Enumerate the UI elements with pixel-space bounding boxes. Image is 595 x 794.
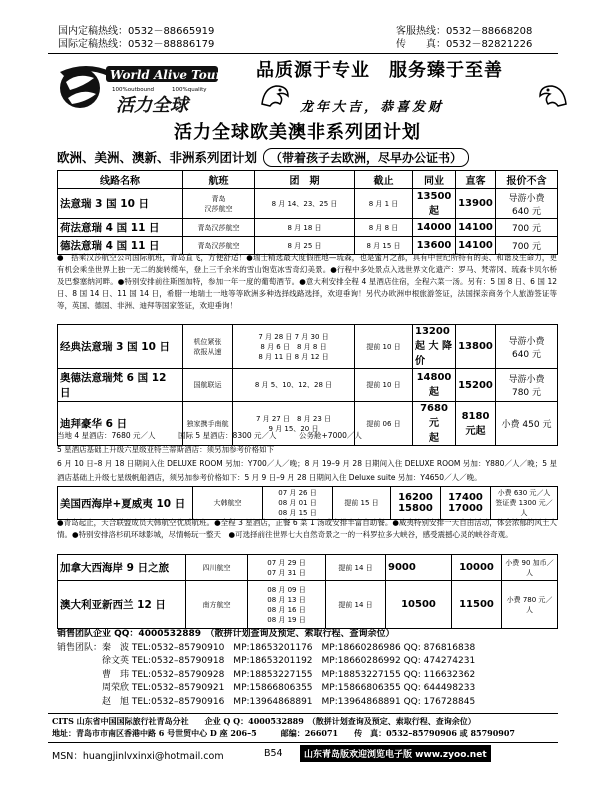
table-row (58, 189, 558, 219)
deadline: 提前 15 日 (333, 487, 391, 520)
tour-table-canada-australia (57, 554, 558, 629)
flight: 南方航空 (186, 581, 248, 629)
deadline: 提前 06 日 (355, 402, 413, 446)
msn-contact: MSN：huangjinlvxinxi@hotmail.com (52, 751, 224, 762)
dates: 8 月 25 日 (255, 237, 355, 255)
edition-banner: 山东青岛版欢迎浏览电子版 www.zyoo.net (300, 745, 491, 762)
sales-member: 销售团队：秦 波 TEL:0532–85790910 MP:18653201176 MP:18660286986 QQ: 876816838 (57, 642, 476, 653)
peer-price: 7680 元 起 (413, 402, 456, 446)
deadline: 提前 14 日 (326, 555, 386, 581)
route-name: 加拿大西海岸 9 日之旅 (58, 555, 186, 581)
company-address: 地址：青岛市市南区香港中路 6 号世贸中心 D 座 206–5 邮编：266071 传 真：0532–85790906 或 85790907 (52, 728, 515, 738)
peer-price: 13200 起 大 降 价 (413, 325, 456, 369)
dubai-upgrade-note: 5 星酒店基础上升级六星级亚特兰蒂斯酒店：须另加参考价格如下 (57, 445, 275, 454)
col-route: 线路名称 (58, 171, 183, 189)
sales-member: 曹 玮 TEL:0532–85790928 MP:18853227155 MP:18853227155 QQ: 116632362 (57, 669, 476, 680)
peer-price: 10500 (386, 581, 452, 629)
dragon-icon (536, 80, 570, 110)
peer-price: 9000 (386, 555, 452, 581)
table-row (58, 219, 558, 237)
dates: 07 月 29 日 07 月 31 日 (248, 555, 326, 581)
slogan: 品质源于专业 服务臻于至善 (256, 60, 503, 81)
svg-text:100%outbound: 100%outbound (112, 87, 155, 93)
direct-price: 17400 17000 (441, 487, 491, 520)
page-title: 活力全球欧美澳非系列团计划 (174, 122, 421, 143)
peer-price: 13500 起 (413, 189, 456, 219)
excluded-cost: 小费 780 元／ 人 (502, 581, 558, 629)
fax-number: 传 真：0532－82821226 (396, 39, 533, 50)
deadline: 提前 10 日 (355, 325, 413, 369)
svg-text:100%quality: 100%quality (172, 87, 207, 93)
europe-tour-notes: ● 搭乘汉莎航空公司国际航班，青岛直飞，方便舒适！●瑞士精选最大度假胜地—琉森，也是蜜月之都，具有中世纪所特有的美、和谐及生命力，更有机会乘坐世界上独一无二的旋转缆车，登上三千余米的雪山饱览冰雪奇幻美景。●行程中多处景点入选世界文化遗产：罗马、梵蒂冈、琉森卡贝尔桥及巴黎塞纳河畔。●特别安排前往斯图加特，参加一年一度的葡萄酒节。●意大利安排全程 4 星酒店住宿，全程六菜一汤。另有：5 国 8 日、6 国 12 日、8 国 14 日、11 国 14 日，希腊一地瑞士一地等等欧洲多种选择线路选择，欢迎垂询！另代办欧洲申根旅游签证，法国探亲商务个人旅游签证等等，英国、德国、非洲、迪拜等国家签证，欢迎垂询！ (57, 253, 557, 310)
flight: 独家携手南航 (183, 402, 233, 446)
dates: 7 月 28 日 7 月 30 日 8 月 6 日 8 月 8 日 8 月 11 日 8 月 12 日 (233, 325, 355, 369)
page-number: B54 (264, 748, 283, 759)
col-direct-price: 直客 (456, 171, 496, 189)
dates: 08 月 09 日 08 月 13 日 08 月 16 日 08 月 19 日 (248, 581, 326, 629)
route-name: 经典法意瑞 3 国 10 日 (58, 325, 183, 369)
excluded-cost: 小费 450 元 (496, 402, 558, 446)
direct-price: 11500 (452, 581, 502, 629)
globe-logo-icon (56, 58, 224, 114)
svg-text:活力全球: 活力全球 (116, 95, 188, 114)
domestic-hotline: 国内定稿热线：0532－88665919 (58, 26, 215, 37)
route-name: 迪拜豪华 6 日 (58, 402, 183, 446)
deadline: 提前 10 日 (355, 369, 413, 402)
dates: 8 月 18 日 (255, 219, 355, 237)
direct-price: 8180 元起 (456, 402, 496, 446)
table-row (58, 487, 558, 520)
dubai-hotel-prices: 当地 4 星酒店：7680 元／人 国际 5 星酒店：8300 元／人 公务舱+7000／人 (57, 431, 362, 440)
sales-member: 周荣欣 TEL:0532–85790921 MP:15866806355 MP:15866806355 QQ: 644498233 (57, 683, 476, 693)
table-row (58, 325, 558, 369)
route-name: 美国西海岸+夏威夷 10 日 (58, 487, 193, 520)
table-row (58, 581, 558, 629)
col-dates: 团 期 (255, 171, 355, 189)
sales-qq-header: 销售团队企业 QQ：4000532889 （散拼计划查询及预定、索取行程、查询余位） (57, 629, 395, 639)
flight: 机位紧张 欲报从速 (183, 325, 233, 369)
excluded-cost: 小费 630 元／人 签证费 1300 元／人 (491, 487, 558, 520)
sales-member: 赵 旭 TEL:0532–85790916 MP:13964868891 MP:13964868891 QQ: 176728845 (57, 696, 476, 707)
route-name: 德法意瑞 4 国 11 日 (58, 237, 183, 255)
route-name: 澳大利亚新西兰 12 日 (58, 581, 186, 629)
excluded-cost: 700 元 (496, 219, 558, 237)
excluded-cost: 小费 90 加币／ 人 (502, 555, 558, 581)
peer-price: 13600 (413, 237, 456, 255)
flight: 青岛 汉莎航空 (183, 189, 255, 219)
excluded-cost: 导游小费 640 元 (496, 189, 558, 219)
route-name: 奥德法意瑞梵 6 国 12 日 (58, 369, 183, 402)
col-excluded: 报价不含 (496, 171, 558, 189)
tour-table-classic (57, 324, 558, 446)
dates: 8 月 5、10、12、28 日 (233, 369, 355, 402)
series-highlight: （带着孩子去欧洲，尽早办公证书） (263, 148, 469, 167)
svg-text:World Alive Tour: World Alive Tour (110, 68, 222, 82)
company-info: CITS 山东省中国国际旅行社青岛分社 企业 Q Q：4000532889 （散拼计划查询及预定、索取行程、查询余位） (52, 716, 476, 726)
col-flight: 航班 (183, 171, 255, 189)
excluded-cost: 导游小费 640 元 (496, 325, 558, 369)
table-header-row (58, 171, 558, 189)
dragon-icon (258, 80, 292, 110)
direct-price: 14100 (456, 219, 496, 237)
dates: 07 月 26 日 08 月 01 日 08 月 15 日 (263, 487, 333, 520)
dates: 7 月 27 日 8 月 23 日 9 月 15、20 日 (233, 402, 355, 446)
flight: 四川航空 (186, 555, 248, 581)
peer-price: 16200 15800 (391, 487, 441, 520)
direct-price: 13800 (456, 325, 496, 369)
route-name: 法意瑞 3 国 10 日 (58, 189, 183, 219)
dates: 8 月 14、23、25 日 (255, 189, 355, 219)
tour-table-europe (57, 170, 558, 255)
peer-price: 14800 起 (413, 369, 456, 402)
flight: 大韩航空 (193, 487, 263, 520)
table-row (58, 555, 558, 581)
dubai-notes (57, 429, 557, 485)
direct-price: 10000 (452, 555, 502, 581)
flight: 青岛汉莎航空 (183, 219, 255, 237)
footer-divider (48, 713, 558, 714)
deadline: 提前 14 日 (326, 581, 386, 629)
tour-table-usa (57, 486, 558, 520)
world-alive-tour-logo (56, 58, 224, 114)
deadline: 8 月 1 日 (355, 189, 413, 219)
route-name: 荷法意瑞 4 国 11 日 (58, 219, 183, 237)
sales-member: 徐文英 TEL:0532–85790918 MP:18653201192 MP:18660286992 QQ: 474274231 (57, 656, 476, 666)
direct-price: 14100 (456, 237, 496, 255)
deadline: 8 月 8 日 (355, 219, 413, 237)
col-peer-price: 同业 (413, 171, 456, 189)
usa-tour-notes: ●青岛起止，天合联盟成员大韩航空优质航班。●全程 3 星酒店，正餐 6 菜 1 汤或安排丰富自助餐。●威夷特别安排一天自由活动，体会浓郁的风土人情。●特别安排洛杉矶环球影城，尽情畅玩一整天 ●可选择前往世界七大自然奇景之一的一科罗拉多大峡谷，感受震撼心灵的峡谷奇观。 (57, 518, 557, 539)
flight: 国航联运 (183, 369, 233, 402)
col-deadline: 截止 (355, 171, 413, 189)
table-row (58, 369, 558, 402)
international-hotline: 国际定稿热线：0532－88886179 (58, 39, 215, 50)
header-divider (48, 53, 558, 54)
sales-contacts (57, 628, 475, 709)
excluded-cost: 700 元 (496, 237, 558, 255)
new-year-greeting: 龙年大吉，恭喜发财 (300, 100, 445, 115)
excluded-cost: 导游小费 780 元 (496, 369, 558, 402)
series-text: 欧洲、美洲、澳新、非洲系列团计划 (57, 150, 258, 165)
service-hotline: 客服热线：0532－88668208 (396, 26, 533, 37)
peer-price: 14000 (413, 219, 456, 237)
direct-price: 15200 (456, 369, 496, 402)
direct-price: 13900 (456, 189, 496, 219)
series-heading (57, 148, 557, 168)
flight: 青岛汉莎航空 (183, 237, 255, 255)
dubai-upgrade-detail: 6 月 10 日–8 月 18 日期间入住 DELUXE ROOM 另加：Y700／人／晚；8 月 19–9 月 28 日期间入住 DELUXE ROOM 另加：Y880／人／晚；5 星酒店基础上升级七星级帆船酒店，须另加参考价格如下：5 月 9 日–9 月 28 日期间入住 Deluxe suite 另加：Y4650／人／晚。 (57, 459, 557, 482)
deadline: 8 月 15 日 (355, 237, 413, 255)
footer-divider (48, 742, 558, 743)
